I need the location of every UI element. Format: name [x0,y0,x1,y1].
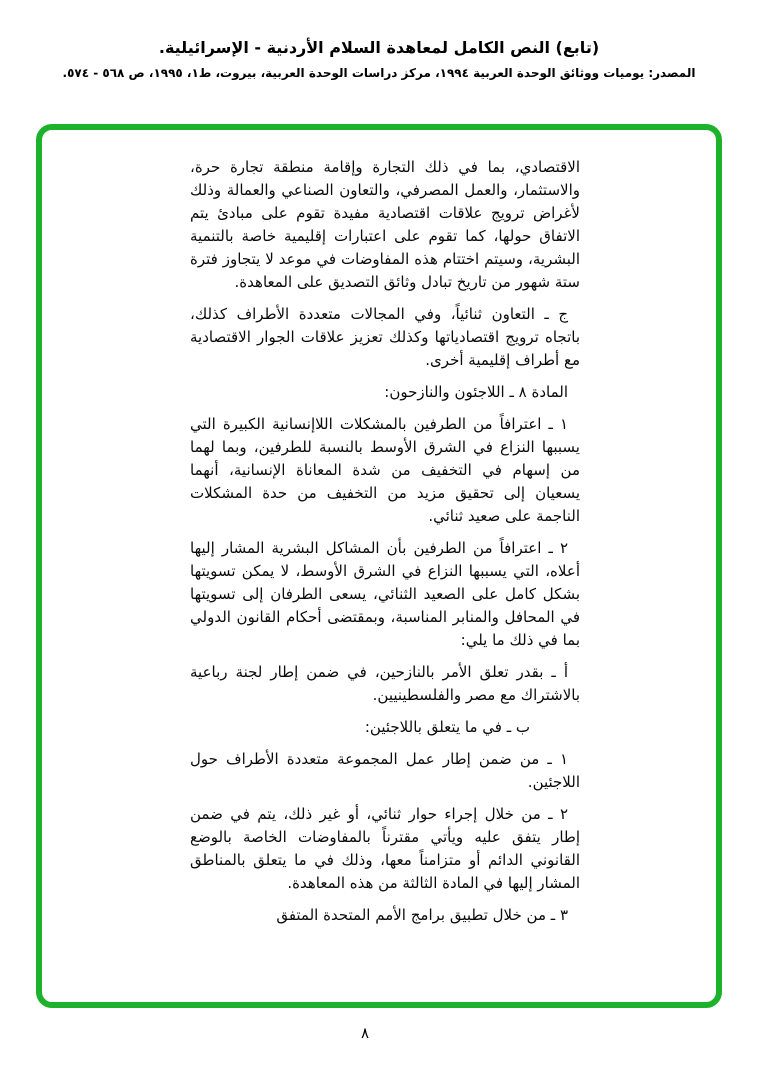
paragraph-item-ba-1: ١ ـ من ضمن إطار عمل المجموعة متعددة الأطراف حول اللاجئين. [190,750,580,791]
treaty-text-column [190,156,580,927]
page-footer [0,1023,758,1042]
paragraph-item-ba-2: ٢ ـ من خلال إجراء حوار ثنائي، أو غير ذلك، يتم في ضمن إطار يتفق عليه ويأتي مقترناً بالمفاوضات الخاصة بالوضع القانوني الدائم أو متزامناً معها، وذلك في ما يتعلق بالمناطق المشار إليها في المادة الثالثة من هذه المعاهدة. [190,805,580,892]
article-8-heading: المادة ٨ ـ اللاجئون والنازحون: [384,383,568,401]
green-frame [36,124,722,1008]
paragraph-item-ba-3: ٣ ـ من خلال تطبيق برامج الأمم المتحدة المتفق [276,906,568,924]
paragraph-item-alef: أ ـ بقدر تعلق الأمر بالنازحين، في ضمن إطار لجنة رباعية بالاشتراك مع مصر والفلسطينيين. [190,663,580,704]
page-number: ٨ [360,1024,370,1042]
page-header [0,38,758,80]
paragraph-item-2: ٢ ـ اعترافاً من الطرفين بأن المشاكل البشرية المشار إليها أعلاه، التي يسببها النزاع في الشرق الأوسط، لا يمكن تسويتها بشكل كامل على الصعيد الثنائي، يسعى الطرفان إلى تسويتها في المحافل والمنابر المناسبة، وبمقتضى أحكام القانون الدولي بما في ذلك ما يلي: [190,539,580,649]
paragraph-continuation: الاقتصادي، بما في ذلك التجارة وإقامة منطقة تجارة حرة، والاستثمار، والعمل المصرفي، والتعاون الصناعي والعمالة وذلك لأغراض ترويج علاقات اقتصادية مفيدة تقوم على مبادئ يتم الاتفاق حولها، كما تقوم على اعتبارات إقليمية خاصة بالتنمية البشرية، وسيتم اختتام هذه المفاوضات في موعد لا يتجاوز فترة ستة شهور من تاريخ تبادل وثائق التصديق على المعاهدة. [190,158,580,291]
paragraph-item-ba: ب ـ في ما يتعلق باللاجئين: [364,718,530,736]
paragraph-item-1: ١ ـ اعترافاً من الطرفين بالمشكلات اللاإنسانية الكبيرة التي يسببها النزاع في الشرق الأوسط بالنسبة للطرفين، وبما لهما من إسهام في التخفيف من شدة المعاناة الإنسانية، أنهما يسعيان إلى تحقيق مزيد من التخفيف من حدة المشكلات الناجمة على صعيد ثنائي. [190,415,580,525]
paragraph-clause-jeem: ج ـ التعاون ثنائياً، وفي المجالات متعددة الأطراف كذلك، باتجاه ترويج اقتصادياتها وكذلك تعزيز علاقات الجوار الاقتصادية مع أطراف إقليمية أخرى. [190,305,580,369]
header-source-line: المصدر: يوميات ووثائق الوحدة العربية ١٩٩٤، مركز دراسات الوحدة العربية، بيروت، ط١، ١٩٩٥، ص ٥٦٨ - ٥٧٤. [62,66,696,80]
header-title: (تابع) النص الكامل لمعاهدة السلام الأردنية - الإسرائيلية. [158,38,600,57]
